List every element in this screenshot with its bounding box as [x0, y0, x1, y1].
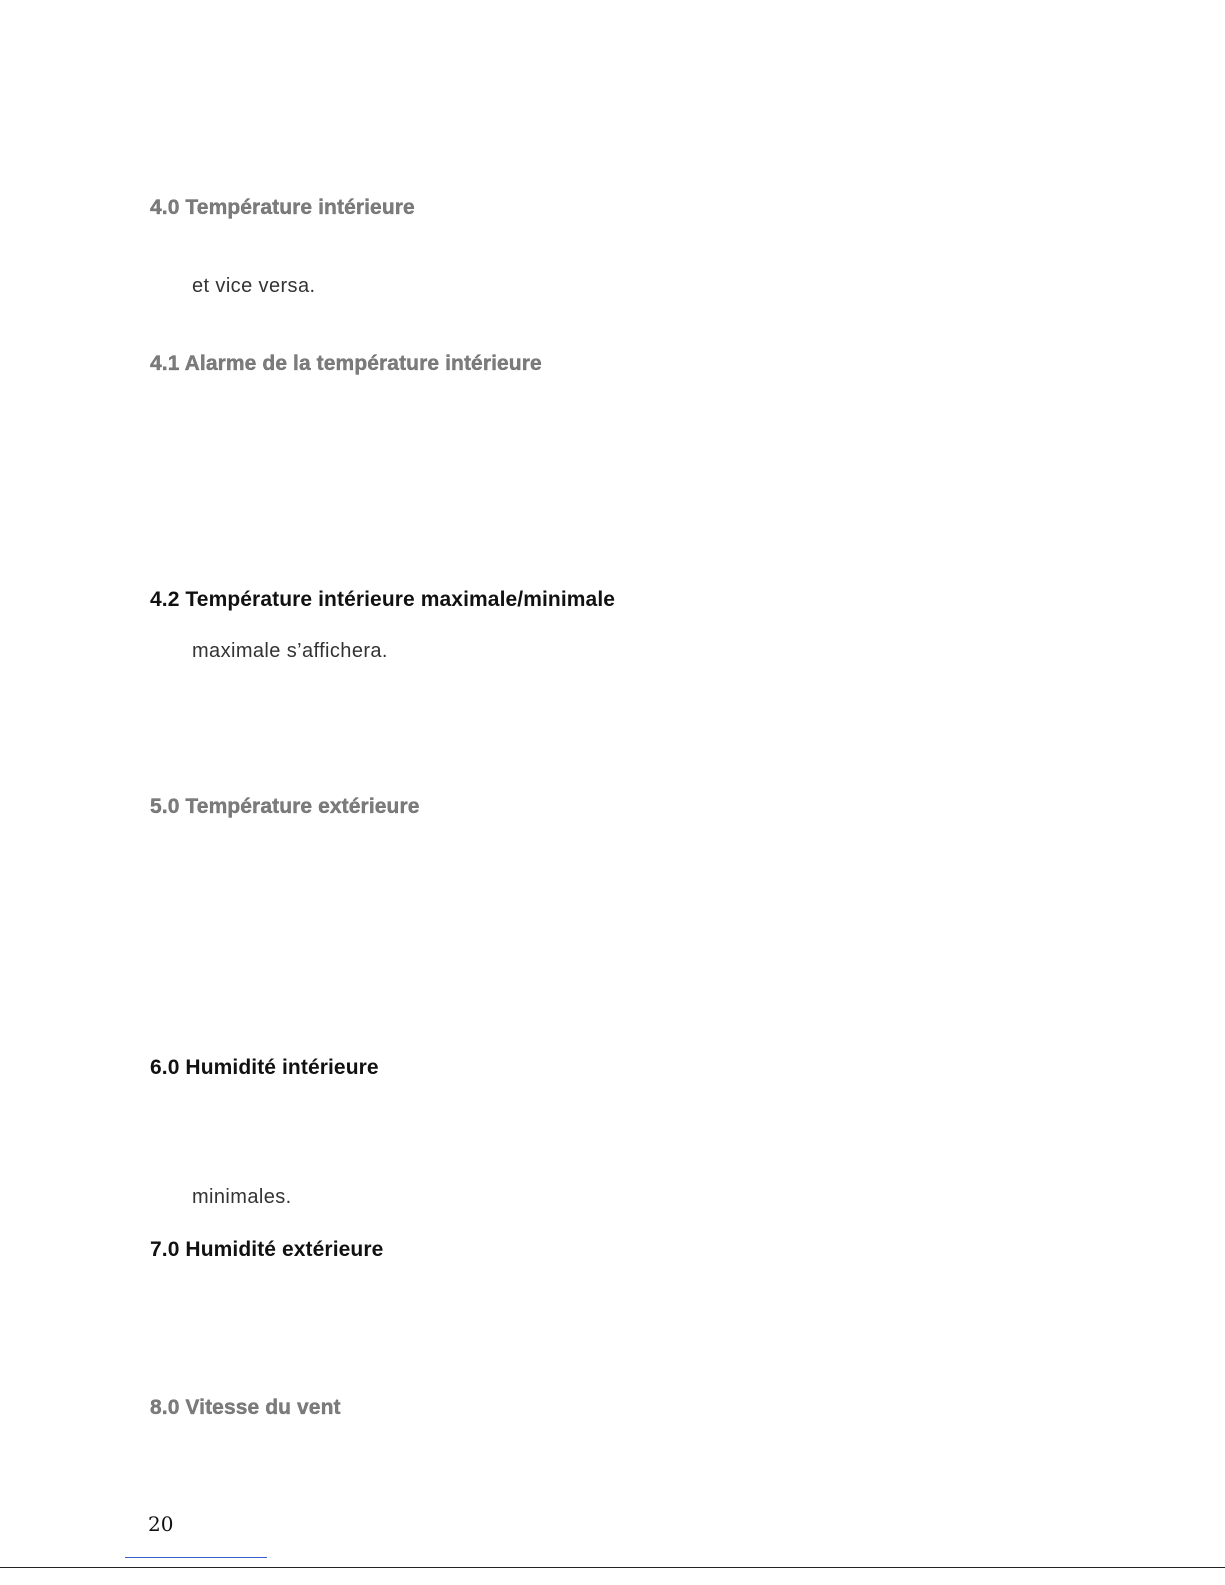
section-heading-4-0: 4.0 Température intérieure: [150, 196, 415, 219]
section-heading-5-0: 5.0 Température extérieure: [150, 795, 420, 818]
link-underline-divider: [125, 1557, 267, 1558]
section-heading-6-0: 6.0 Humidité intérieure: [150, 1056, 379, 1079]
section-4-0-text-fragment: et vice versa.: [192, 275, 316, 297]
section-heading-4-1: 4.1 Alarme de la température intérieure: [150, 352, 542, 375]
section-heading-8-0: 8.0 Vitesse du vent: [150, 1396, 341, 1419]
section-6-0-text-fragment: minimales.: [192, 1186, 292, 1208]
section-4-2-text-fragment: maximale s’affichera.: [192, 640, 388, 662]
section-heading-7-0: 7.0 Humidité extérieure: [150, 1238, 384, 1261]
section-heading-4-2: 4.2 Température intérieure maximale/minimale: [150, 588, 616, 611]
bottom-rule-divider: [0, 1567, 1225, 1568]
page-number: 20: [148, 1512, 174, 1536]
